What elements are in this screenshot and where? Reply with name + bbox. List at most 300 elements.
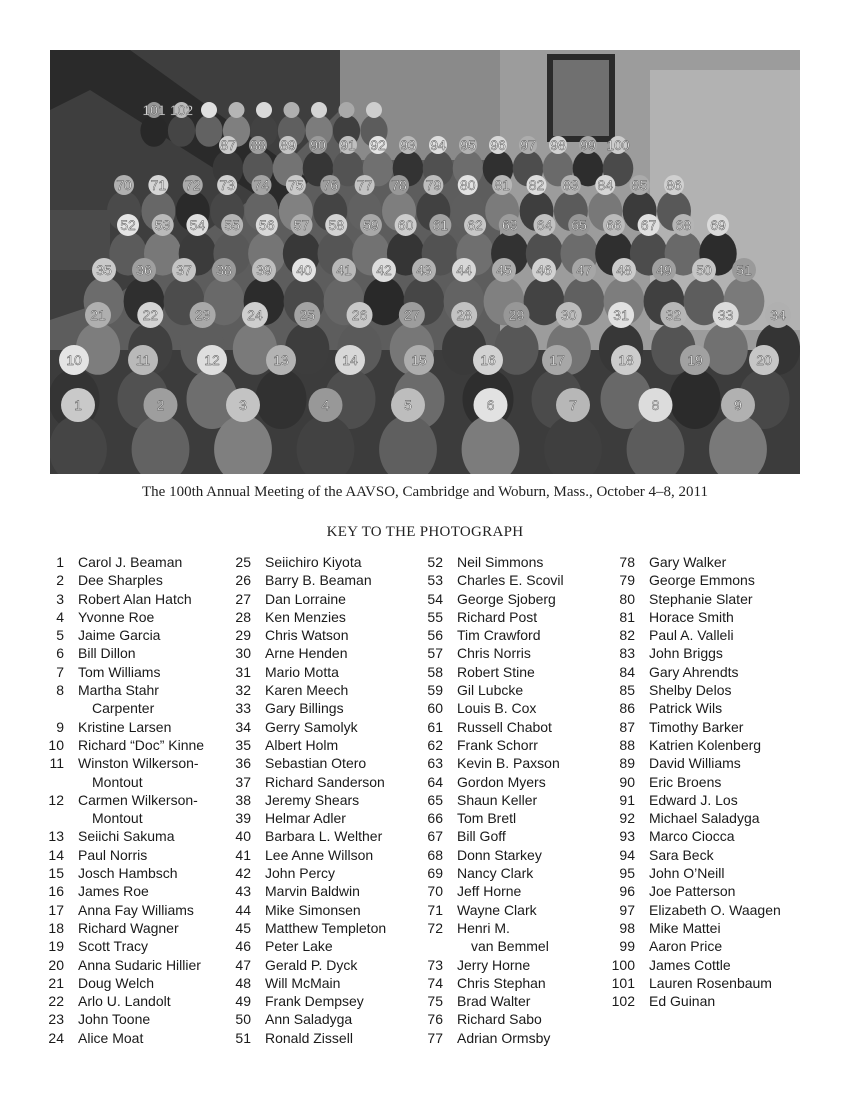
- key-entry-name: Helmar Adler: [265, 810, 346, 827]
- key-entry-number: 20: [48, 956, 64, 973]
- key-entry-number: 6: [56, 645, 64, 662]
- key-entry-name: Gil Lubcke: [457, 682, 524, 699]
- photo-number-label: 3: [239, 397, 247, 413]
- key-entry-name: Paul A. Valleli: [649, 627, 734, 644]
- person-body: [168, 115, 195, 147]
- photo-number-label: 66: [606, 217, 622, 233]
- photo-number-label: 74: [253, 177, 270, 193]
- photo-number-label: 26: [351, 307, 368, 323]
- photo-number-label: 24: [247, 307, 263, 323]
- key-entry-number: 66: [427, 810, 443, 827]
- photo-number-label: 78: [391, 177, 407, 193]
- photo-number-label: 71: [150, 177, 167, 193]
- key-entry-name: Ken Menzies: [265, 608, 346, 625]
- photo-number-label: 76: [322, 177, 339, 193]
- key-entry-number: 92: [619, 810, 635, 827]
- key-entry-number: 69: [427, 865, 443, 882]
- photo-number-label: 100: [606, 137, 630, 153]
- photo-number-label: 46: [536, 262, 552, 278]
- key-title: KEY TO THE PHOTOGRAPH: [326, 524, 524, 540]
- key-entry-number: 54: [427, 590, 443, 607]
- key-entry-number: 65: [427, 791, 443, 808]
- key-entry-number: 53: [427, 572, 443, 589]
- key-entry-number: 32: [235, 682, 251, 699]
- key-entry-name: Will McMain: [265, 974, 341, 991]
- key-entry-name: Richard Wagner: [78, 919, 179, 936]
- photo-number-label: 45: [496, 262, 512, 278]
- key-entry-number: 58: [427, 663, 443, 680]
- key-entry-name: Chris Watson: [265, 627, 349, 644]
- key-entry-name: Dee Sharples: [78, 572, 163, 589]
- key-entry-number: 46: [235, 938, 251, 955]
- key-entry-name: Peter Lake: [265, 938, 333, 955]
- key-entry-name: Barry B. Beaman: [265, 572, 372, 589]
- key-entry-name: John O’Neill: [649, 865, 725, 882]
- key-entry-name: Gordon Myers: [457, 773, 546, 790]
- photo-number-label: 102: [169, 102, 194, 118]
- key-entry-number: 35: [235, 736, 251, 753]
- key-entry-name: Edward J. Los: [649, 791, 738, 808]
- key-entry-number: 34: [235, 718, 251, 735]
- key-entry-number: 18: [48, 919, 64, 936]
- key-entry-name: Doug Welch: [78, 974, 155, 991]
- person-head: [311, 102, 327, 118]
- key-entry-number: 94: [619, 846, 635, 863]
- photo-number-label: 53: [154, 217, 171, 233]
- photo-number-label: 6: [486, 397, 495, 413]
- photo-number-label: 73: [219, 177, 235, 193]
- key-entry-name: Chris Norris: [457, 645, 531, 662]
- key-entry-name: Marvin Baldwin: [265, 883, 360, 900]
- key-entry-name: Russell Chabot: [457, 718, 552, 735]
- photo-number-label: 29: [508, 307, 525, 323]
- key-entry-number: 12: [48, 791, 64, 808]
- key-entry-name: Gary Ahrendts: [649, 663, 739, 680]
- photo-number-label: 48: [616, 262, 632, 278]
- key-entry-name: Gary Billings: [265, 700, 344, 717]
- photo-number-label: 10: [66, 352, 82, 368]
- photo-number-label: 43: [416, 262, 432, 278]
- person-body: [670, 369, 721, 429]
- photo-number-label: 101: [142, 102, 166, 118]
- key-entry-number: 59: [427, 682, 443, 699]
- key-entry-number: 85: [619, 682, 635, 699]
- key-entry-name: George Sjoberg: [457, 590, 556, 607]
- key-entry-name: Gary Walker: [649, 554, 727, 570]
- photo-number-label: 50: [696, 262, 712, 278]
- photo-number-label: 99: [580, 137, 596, 153]
- key-entry-name: Donn Starkey: [457, 846, 542, 863]
- key-entry-name: Elizabeth O. Waagen: [649, 901, 781, 918]
- person-body: [140, 115, 167, 147]
- photo-number-label: 37: [176, 262, 192, 278]
- photo-number-label: 91: [340, 137, 356, 153]
- photo-number-label: 83: [563, 177, 579, 193]
- photo-number-label: 8: [651, 397, 660, 413]
- person-body: [195, 115, 222, 147]
- key-entry-name: Scott Tracy: [78, 938, 149, 955]
- person-head: [366, 102, 382, 118]
- photo-number-label: 54: [189, 217, 206, 233]
- photo-number-label: 16: [480, 352, 496, 368]
- key-entry-name: Frank Dempsey: [265, 993, 364, 1010]
- key-entry-name: Carmen Wilkerson-: [78, 791, 198, 808]
- key-entry-name: Gerry Samolyk: [265, 718, 358, 735]
- key-entry-name: Lauren Rosenbaum: [649, 974, 772, 991]
- key-entry-name: Robert Alan Hatch: [78, 590, 192, 607]
- photo-number-label: 79: [425, 177, 442, 193]
- photo-number-label: 27: [404, 307, 420, 323]
- key-entry-number: 49: [235, 993, 251, 1010]
- photo-caption: The 100th Annual Meeting of the AAVSO, Cambridge and Woburn, Mass., October 4–8, 2011: [142, 484, 708, 500]
- key-entry-name: Jeremy Shears: [265, 791, 360, 808]
- key-entry-number: 71: [427, 901, 443, 918]
- key-entry-name: Adrian Ormsby: [457, 1029, 551, 1046]
- key-entry-number: 96: [619, 883, 635, 900]
- key-entry-number: 75: [427, 993, 443, 1010]
- key-entry-number: 37: [235, 773, 251, 790]
- key-entry-name: Josch Hambsch: [78, 865, 178, 882]
- key-entry-name: Jeff Horne: [457, 883, 522, 900]
- person-head: [256, 102, 272, 118]
- key-entry-number: 84: [619, 663, 635, 680]
- photo-scene: [50, 50, 800, 474]
- photo-number-label: 38: [216, 262, 232, 278]
- photo-number-label: 47: [576, 262, 592, 278]
- photo-number-label: 62: [467, 217, 483, 233]
- photo-number-label: 25: [299, 307, 316, 323]
- photo-number-label: 30: [560, 307, 577, 323]
- key-entry-name: Winston Wilkerson-: [78, 755, 199, 772]
- key-entry-number: 70: [427, 883, 443, 900]
- key-entry-name: Joe Patterson: [649, 883, 736, 900]
- photo-number-label: 19: [687, 352, 703, 368]
- key-entry-number: 9: [56, 718, 64, 735]
- photo-number-label: 33: [717, 307, 734, 323]
- key-entry-number: 26: [235, 572, 251, 589]
- photo-number-label: 32: [665, 307, 682, 323]
- photo-number-label: 97: [520, 137, 536, 153]
- photo-number-label: 80: [459, 177, 476, 193]
- photo-number-label: 67: [640, 217, 657, 233]
- photo-number-label: 7: [569, 397, 577, 413]
- key-entry-name: David Williams: [649, 755, 741, 772]
- key-entry-number: 1: [56, 554, 64, 570]
- key-entry-number: 15: [48, 865, 64, 882]
- photo-number-label: 86: [666, 177, 682, 193]
- key-entry-name: John Toone: [78, 1011, 151, 1028]
- key-entry-number: 89: [619, 755, 635, 772]
- photo-number-label: 22: [142, 307, 159, 323]
- key-entry-number: 73: [427, 956, 443, 973]
- key-entry-number: 102: [611, 993, 635, 1010]
- photo-number-label: 94: [430, 137, 446, 153]
- key-entry-number: 23: [48, 1011, 64, 1028]
- key-entry-number: 99: [619, 938, 635, 955]
- photo-number-label: 72: [184, 177, 201, 193]
- photo-number-label: 61: [432, 217, 449, 233]
- key-entry-number: 82: [619, 627, 635, 644]
- key-entry-number: 90: [619, 773, 635, 790]
- key-entry-number: 51: [235, 1029, 251, 1046]
- key-entry-name: Richard Post: [457, 608, 538, 625]
- key-entry-name: Carol J. Beaman: [78, 554, 183, 570]
- key-entry-name: Brad Walter: [457, 993, 531, 1010]
- photo-number-label: 85: [631, 177, 648, 193]
- key-entry-name: Frank Schorr: [457, 736, 538, 753]
- key-entry-number: 39: [235, 810, 251, 827]
- key-entry-name: Sara Beck: [649, 846, 714, 863]
- key-entry-name: Arlo U. Landolt: [78, 993, 171, 1010]
- photo-number-label: 92: [370, 137, 386, 153]
- key-entry-number: 40: [235, 828, 251, 845]
- key-entry-number: 68: [427, 846, 443, 863]
- key-entry-name: James Cottle: [649, 956, 731, 973]
- key-entry-name: Richard Sabo: [457, 1011, 542, 1028]
- photo-number-label: 56: [259, 217, 275, 233]
- key-entry-number: 81: [619, 608, 635, 625]
- key-entry-name: Wayne Clark: [457, 901, 537, 918]
- key-entry-name: Marco Ciocca: [649, 828, 735, 845]
- photo-number-label: 21: [90, 307, 106, 323]
- key-entry-name: Chris Stephan: [457, 974, 546, 991]
- key-entry-name: Ann Saladyga: [265, 1011, 353, 1028]
- key-entry-number: 93: [619, 828, 635, 845]
- photo-number-label: 70: [116, 177, 132, 193]
- key-entry-number: 25: [235, 554, 251, 570]
- key-entry-number: 55: [427, 608, 443, 625]
- key-entry-name: Albert Holm: [265, 736, 339, 753]
- key-entry-name: Charles E. Scovil: [457, 572, 564, 589]
- photo-number-label: 35: [96, 262, 112, 278]
- photo-number-label: 17: [549, 352, 565, 368]
- key-entry-number: 36: [235, 755, 251, 772]
- key-entry-number: 47: [235, 956, 251, 973]
- key-entry-number: 3: [56, 590, 64, 607]
- key-entry-name: Alice Moat: [78, 1029, 144, 1046]
- key-entry-name: Aaron Price: [649, 938, 723, 955]
- key-entry-name: Mario Motta: [265, 663, 339, 680]
- key-entry-name: Ronald Zissell: [265, 1029, 353, 1046]
- key-entry-number: 80: [619, 590, 635, 607]
- key-entry-number: 52: [427, 554, 443, 570]
- key-entry-number: 77: [427, 1029, 443, 1046]
- key-entry-number: 24: [48, 1029, 64, 1046]
- photo-number-label: 84: [597, 177, 614, 193]
- photo-number-label: 9: [734, 397, 742, 413]
- key-entry-name: Jerry Horne: [457, 956, 531, 973]
- key-entry-name: Arne Henden: [265, 645, 348, 662]
- key-entry-number: 14: [48, 846, 64, 863]
- photo-number-label: 12: [204, 352, 220, 368]
- photo-number-label: 52: [120, 217, 136, 233]
- key-entry-number: 43: [235, 883, 251, 900]
- key-entry-name: Katrien Kolenberg: [649, 736, 762, 753]
- key-entry-number: 64: [427, 773, 443, 790]
- key-entry-number: 95: [619, 865, 635, 882]
- key-entry-name: Eric Broens: [649, 773, 722, 790]
- key-entry-number: 44: [235, 901, 251, 918]
- key-entry-number: 7: [56, 663, 64, 680]
- photo-number-label: 18: [618, 352, 634, 368]
- key-entry-name: Lee Anne Willson: [265, 846, 374, 863]
- photo-number-label: 36: [136, 262, 152, 278]
- photo-number-label: 93: [400, 137, 416, 153]
- key-entry-number: 42: [235, 865, 251, 882]
- key-entry-number: 41: [235, 846, 251, 863]
- key-entry-name: Gerald P. Dyck: [265, 956, 358, 973]
- photo-number-label: 4: [321, 397, 330, 413]
- key-entry-number: 56: [427, 627, 443, 644]
- key-entry-name: Timothy Barker: [649, 718, 744, 735]
- key-entry-number: 61: [427, 718, 443, 735]
- key-entry-number: 22: [48, 993, 64, 1010]
- key-entry-name: Ed Guinan: [649, 993, 716, 1010]
- key-entry-name: Sebastian Otero: [265, 755, 367, 772]
- key-entry-name: Richard “Doc” Kinne: [78, 736, 205, 753]
- key-entry-name: Dan Lorraine: [265, 590, 346, 607]
- photo-number-label: 87: [220, 137, 236, 153]
- key-entry-name: Bill Dillon: [78, 645, 136, 662]
- photo-number-label: 98: [550, 137, 566, 153]
- key-entry-number: 63: [427, 755, 443, 772]
- key-entry-name: Mike Simonsen: [265, 901, 361, 918]
- key-entry-number: 100: [611, 956, 635, 973]
- photo-number-label: 15: [411, 352, 427, 368]
- person-head: [284, 102, 300, 118]
- key-entry-number: 4: [56, 608, 64, 625]
- key-entry-name: Bill Goff: [457, 828, 506, 845]
- key-entry-number: 48: [235, 974, 251, 991]
- photo-number-label: 63: [501, 217, 518, 233]
- key-entry-number: 62: [427, 736, 443, 753]
- photo-number-label: 14: [342, 352, 358, 368]
- person-body: [704, 323, 748, 375]
- key-entry-number: 31: [235, 663, 251, 680]
- person-body: [256, 369, 307, 429]
- key-entry-number: 8: [56, 682, 64, 699]
- key-entry-number: 76: [427, 1011, 443, 1028]
- key-entry-number: 101: [611, 974, 635, 991]
- key-entry-name: Louis B. Cox: [457, 700, 537, 717]
- key-entry-number: 79: [619, 572, 635, 589]
- key-entry-name: George Emmons: [649, 572, 755, 589]
- key-entry-number: 45: [235, 919, 251, 936]
- key-entry-name: Matthew Templeton: [265, 919, 387, 936]
- key-entry-name: Tom Bretl: [457, 810, 517, 827]
- photo-number-label: 58: [328, 217, 345, 233]
- key-entry-number: 72: [427, 919, 443, 936]
- key-entry-name: Seiichi Sakuma: [78, 828, 175, 845]
- photo-number-label: 77: [356, 177, 373, 193]
- key-entry-name: Kevin B. Paxson: [457, 755, 560, 772]
- photo-number-label: 65: [571, 217, 587, 233]
- key-entry-name: Henri M.: [457, 919, 510, 936]
- photo-number-label: 81: [494, 177, 510, 193]
- key-entry-number: 57: [427, 645, 443, 662]
- photo-number-label: 57: [293, 217, 310, 233]
- key-entry-number: 88: [619, 736, 635, 753]
- key-entry-name: Horace Smith: [649, 608, 734, 625]
- key-entry-name: Robert Stine: [457, 663, 535, 680]
- key-entry-name: Tim Crawford: [457, 627, 541, 644]
- photo-number-label: 90: [310, 137, 326, 153]
- photo-number-label: 5: [404, 397, 412, 413]
- key-entry-number: 27: [235, 590, 251, 607]
- photo-number-label: 49: [656, 262, 672, 278]
- key-entry-number: 11: [49, 755, 64, 772]
- photo-number-label: 95: [460, 137, 476, 153]
- photo-number-label: 44: [456, 262, 472, 278]
- person-head: [339, 102, 355, 118]
- key-entry-name: Richard Sanderson: [265, 773, 385, 790]
- photo-number-label: 2: [156, 397, 165, 413]
- key-entry-number: 28: [235, 608, 251, 625]
- key-entry-name: Paul Norris: [78, 846, 148, 863]
- key-entry-name: Patrick Wils: [649, 700, 723, 717]
- key-entry-name-continued: Montout: [92, 773, 143, 790]
- key-entry-name: Shaun Keller: [457, 791, 538, 808]
- key-entry-number: 33: [235, 700, 251, 717]
- key-entry-name: Mike Mattei: [649, 919, 721, 936]
- key-entry-name: Michael Saladyga: [649, 810, 760, 827]
- photo-number-label: 89: [280, 137, 296, 153]
- photo-number-label: 40: [296, 262, 312, 278]
- key-entry-name: Martha Stahr: [78, 682, 159, 699]
- key-entry-number: 30: [235, 645, 251, 662]
- key-entry-number: 29: [235, 627, 251, 644]
- key-entry-name: Neil Simmons: [457, 554, 544, 570]
- key-entry-number: 10: [48, 736, 64, 753]
- key-entry-name-continued: Carpenter: [92, 700, 155, 717]
- photo-number-label: 69: [710, 217, 726, 233]
- key-entry-number: 78: [619, 554, 635, 570]
- key-entry-number: 19: [48, 938, 64, 955]
- key-entry-number: 2: [56, 572, 64, 589]
- key-entry-number: 87: [619, 718, 635, 735]
- photo-number-label: 31: [613, 307, 629, 323]
- person-head: [229, 102, 245, 118]
- key-entry-number: 16: [48, 883, 64, 900]
- person-head: [201, 102, 217, 118]
- key-entry-name: Shelby Delos: [649, 682, 732, 699]
- key-entry-number: 86: [619, 700, 635, 717]
- key-entry-name: Seiichiro Kiyota: [265, 554, 362, 570]
- key-entry-number: 83: [619, 645, 635, 662]
- key-entry-number: 13: [48, 828, 64, 845]
- key-entry-name: Nancy Clark: [457, 865, 534, 882]
- photo-number-label: 20: [756, 352, 772, 368]
- photo-number-label: 51: [736, 262, 752, 278]
- key-entry-name: Jaime Garcia: [78, 627, 161, 644]
- key-entry-name: John Percy: [265, 865, 336, 882]
- photo-number-label: 88: [250, 137, 266, 153]
- photo-number-label: 1: [74, 397, 82, 413]
- key-entry-name: Yvonne Roe: [78, 608, 155, 625]
- photo-number-label: 13: [273, 352, 289, 368]
- key-entry-number: 60: [427, 700, 443, 717]
- group-photograph: [50, 50, 800, 474]
- photo-number-label: 96: [490, 137, 506, 153]
- photo-number-label: 42: [376, 262, 392, 278]
- key-entry-name: Anna Sudaric Hillier: [78, 956, 201, 973]
- key-entry-number: 91: [619, 791, 635, 808]
- key-entry-name: Kristine Larsen: [78, 718, 172, 735]
- key-entry-name: Karen Meech: [265, 682, 349, 699]
- key-entry-name: Anna Fay Williams: [78, 901, 194, 918]
- key-entry-name-continued: Montout: [92, 810, 143, 827]
- key-entry-number: 38: [235, 791, 251, 808]
